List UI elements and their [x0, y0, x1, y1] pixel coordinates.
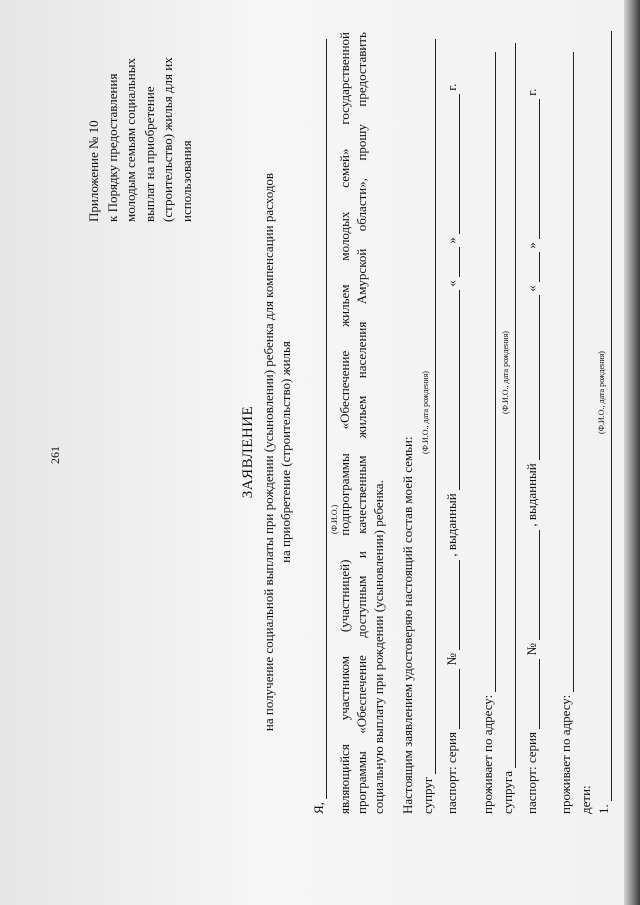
wife-series-field[interactable]: [526, 659, 540, 729]
book-spine-shadow: [624, 0, 640, 905]
wife-issued-by-field[interactable]: [526, 295, 540, 460]
wife-passport-number-field[interactable]: [526, 530, 540, 640]
issued-label: , выданный: [444, 493, 459, 557]
children-label: дети:: [578, 785, 593, 814]
document-subtitle: [260, 22, 294, 882]
statement-line-1: являющийся участником (участницей) подпрограммы «Обеспечение жильем молодых семей» государственной: [337, 32, 352, 814]
husband-passport-row: [444, 24, 468, 814]
child-row-1: [596, 24, 616, 814]
wife-address-field[interactable]: [560, 52, 574, 692]
quote-open: «: [444, 280, 459, 287]
appendix-line: молодым семьям социальных: [123, 58, 138, 222]
wife-issue-month-field[interactable]: [526, 99, 540, 239]
husband-fio-caption: (Ф.И.О., дата рождения): [421, 371, 430, 454]
appendix-line: Приложение № 10: [86, 120, 101, 222]
spouse-husband-label: супруг: [420, 776, 435, 814]
husband-issue-day-field[interactable]: [446, 247, 460, 277]
subtitle-line-1: на получение социальной выплаты при рождении (усыновлении) ребенка для компенсации расходов: [261, 172, 276, 732]
residence-label: проживает по адресу:: [558, 694, 573, 814]
appendix-note: [85, 27, 196, 222]
husband-address-field[interactable]: [482, 52, 496, 692]
quote-close: »: [524, 242, 539, 249]
appendix-line: использования: [178, 140, 194, 222]
husband-issued-by-field[interactable]: [446, 290, 460, 490]
passport-series-label: паспорт: серия: [524, 732, 539, 814]
quote-close: »: [444, 237, 459, 244]
appendix-line: выплат на приобретение: [141, 86, 157, 222]
spouse-wife-label: супруга: [500, 771, 515, 814]
fio-caption: (Ф.И.О.): [330, 504, 339, 534]
issued-label: , выданный: [524, 463, 539, 527]
residence-label: проживает по адресу:: [480, 694, 495, 814]
ya-label: Я,: [311, 802, 326, 814]
wife-fio-caption: (Ф.И.О., дата рождения): [501, 331, 510, 414]
applicant-name-field[interactable]: [313, 39, 327, 799]
applicant-name-row: [310, 32, 339, 814]
husband-series-field[interactable]: [446, 669, 460, 729]
spouse-wife-row: [500, 24, 524, 814]
year-abbr: г.: [444, 83, 459, 91]
statement-line-2: программы «Обеспечение доступным и качественным жильем населения Амурской области», прошу предоставить: [354, 32, 369, 814]
subtitle-line-2: на приобретение (строительство) жилья: [278, 341, 293, 563]
statement-block: [310, 32, 387, 814]
statement-line-3: социальную выплату при рождении (усыновлении) ребенка.: [371, 480, 386, 814]
year-abbr: г.: [524, 88, 539, 96]
wife-address-row: [558, 24, 578, 814]
quote-open: «: [524, 285, 539, 292]
page-number: 261: [48, 446, 62, 464]
husband-address-row: [480, 24, 500, 814]
passport-series-label: паспорт: серия: [444, 732, 459, 814]
husband-issue-month-field[interactable]: [446, 94, 460, 234]
child-1-number: 1.: [596, 804, 611, 814]
child-fio-caption: (Ф.И.О., дата рождения): [597, 351, 606, 434]
husband-passport-number-field[interactable]: [446, 560, 460, 650]
number-sign: №: [524, 643, 539, 656]
rotated-document: [40, 22, 611, 882]
document-title: ЗАЯВЛЕНИЕ: [240, 405, 256, 499]
appendix-line: к Порядку предоставления: [104, 73, 120, 222]
spouse-husband-row: [420, 24, 444, 814]
wife-issue-day-field[interactable]: [526, 252, 540, 282]
family-intro: Настоящим заявлением удостоверяю настоящий состав моей семьи:: [400, 436, 415, 814]
appendix-line: (строительство) жилья для их: [160, 57, 175, 222]
number-sign: №: [444, 653, 459, 666]
family-composition-form: [400, 24, 616, 814]
wife-passport-row: [524, 24, 548, 814]
